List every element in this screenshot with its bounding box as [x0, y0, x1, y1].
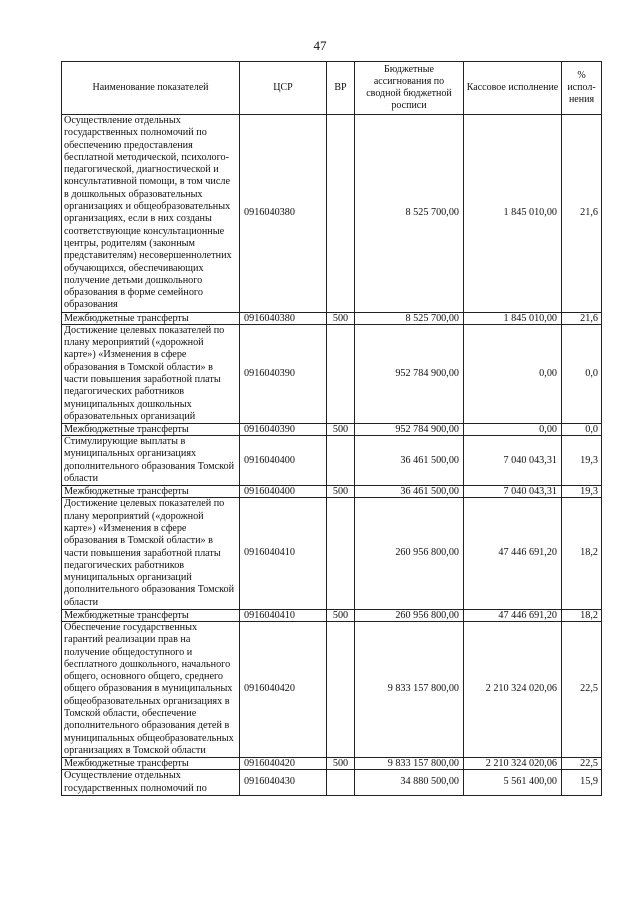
- row-vr: [327, 115, 355, 313]
- page-number: 47: [313, 38, 327, 53]
- row-cash: 0,00: [464, 424, 562, 436]
- row-vr: 500: [327, 424, 355, 436]
- header-cash: Кассовое исполнение: [464, 62, 562, 115]
- row-name: Межбюджетные трансферты: [62, 312, 240, 324]
- row-budget: 8 525 700,00: [355, 312, 464, 324]
- row-budget: 36 461 500,00: [355, 436, 464, 486]
- row-cash: 5 561 400,00: [464, 770, 562, 796]
- row-vr: [327, 324, 355, 423]
- row-name: Достижение целевых показателей по плану мероприятий («дорожной карте») «Изменения в сфере образования в Томской области» в части повышения заработной платы педагогических работников муниципальных организаций дополнительного образования Томской области: [62, 498, 240, 610]
- row-pct: 18,2: [562, 609, 602, 621]
- row-vr: 500: [327, 486, 355, 498]
- row-name: Стимулирующие выплаты в муниципальных организациях дополнительного образования Томской области: [62, 436, 240, 486]
- header-pct: % испол-нения: [562, 62, 602, 115]
- table-row: [62, 609, 602, 621]
- row-pct: 18,2: [562, 498, 602, 610]
- row-name: Межбюджетные трансферты: [62, 609, 240, 621]
- row-vr: 500: [327, 758, 355, 770]
- row-pct: 21,6: [562, 115, 602, 313]
- row-pct: 19,3: [562, 486, 602, 498]
- row-budget: 260 956 800,00: [355, 609, 464, 621]
- row-cash: 2 210 324 020,06: [464, 621, 562, 757]
- row-pct: 21,6: [562, 312, 602, 324]
- row-cash: 1 845 010,00: [464, 312, 562, 324]
- row-cash: 2 210 324 020,06: [464, 758, 562, 770]
- budget-table: [61, 61, 602, 796]
- row-vr: [327, 436, 355, 486]
- row-budget: 34 880 500,00: [355, 770, 464, 796]
- table-row: [62, 498, 602, 610]
- row-name: Осуществление отдельных государственных полномочий по обеспечению предоставления бесплатной методической, психолого-педагогической, диагностической и консультативной помощи, в том числе в дошкольных образовательных организациях и общеобразовательных организациях, если в них созданы соответствующие консультационные центры, родителям (законным представителям) несовершеннолетних обучающихся, обеспечивающих получение детьми дошкольного образования в форме семейного образования: [62, 115, 240, 313]
- table-row: [62, 436, 602, 486]
- row-csr: 0916040420: [240, 758, 327, 770]
- row-csr: 0916040380: [240, 115, 327, 313]
- row-csr: 0916040400: [240, 436, 327, 486]
- row-cash: 1 845 010,00: [464, 115, 562, 313]
- row-cash: 0,00: [464, 324, 562, 423]
- header-csr: ЦСР: [240, 62, 327, 115]
- row-cash: 47 446 691,20: [464, 609, 562, 621]
- row-budget: 9 833 157 800,00: [355, 758, 464, 770]
- row-vr: [327, 770, 355, 796]
- row-csr: 0916040410: [240, 498, 327, 610]
- table-row: [62, 486, 602, 498]
- table-row: [62, 312, 602, 324]
- row-csr: 0916040420: [240, 621, 327, 757]
- table-row: [62, 424, 602, 436]
- row-vr: 500: [327, 609, 355, 621]
- table-row: [62, 324, 602, 423]
- row-name: Межбюджетные трансферты: [62, 486, 240, 498]
- row-pct: 22,5: [562, 758, 602, 770]
- header-name: Наименование показателей: [62, 62, 240, 115]
- row-cash: 7 040 043,31: [464, 486, 562, 498]
- row-name: Обеспечение государственных гарантий реализации прав на получение общедоступного и бесплатного дошкольного, начального общего, основного общего, среднего общего образования в муниципальных общеобразовательных организациях в Томской области, обеспечение дополнительного образования детей в муниципальных общеобразовательных организациях в Томской области: [62, 621, 240, 757]
- row-pct: 15,9: [562, 770, 602, 796]
- header-budget: Бюджетные ассигнования по сводной бюджетной росписи: [355, 62, 464, 115]
- row-budget: 36 461 500,00: [355, 486, 464, 498]
- row-cash: 7 040 043,31: [464, 436, 562, 486]
- table-row: [62, 758, 602, 770]
- row-vr: 500: [327, 312, 355, 324]
- row-budget: 952 784 900,00: [355, 324, 464, 423]
- row-name: Межбюджетные трансферты: [62, 758, 240, 770]
- row-pct: 0,0: [562, 424, 602, 436]
- row-pct: 0,0: [562, 324, 602, 423]
- row-pct: 19,3: [562, 436, 602, 486]
- row-budget: 9 833 157 800,00: [355, 621, 464, 757]
- row-pct: 22,5: [562, 621, 602, 757]
- table-row: [62, 621, 602, 757]
- row-budget: 952 784 900,00: [355, 424, 464, 436]
- row-vr: [327, 498, 355, 610]
- row-cash: 47 446 691,20: [464, 498, 562, 610]
- header-vr: ВР: [327, 62, 355, 115]
- row-csr: 0916040400: [240, 486, 327, 498]
- table-row: [62, 115, 602, 313]
- row-csr: 0916040390: [240, 424, 327, 436]
- row-name: Осуществление отдельных государственных полномочий по: [62, 770, 240, 796]
- row-csr: 0916040390: [240, 324, 327, 423]
- row-budget: 8 525 700,00: [355, 115, 464, 313]
- row-csr: 0916040430: [240, 770, 327, 796]
- row-name: Межбюджетные трансферты: [62, 424, 240, 436]
- row-csr: 0916040380: [240, 312, 327, 324]
- table-row: [62, 770, 602, 796]
- row-name: Достижение целевых показателей по плану мероприятий («дорожной карте») «Изменения в сфере образования в Томской области» в части повышения заработной платы педагогических работников муниципальных дошкольных образовательных организаций: [62, 324, 240, 423]
- row-vr: [327, 621, 355, 757]
- row-budget: 260 956 800,00: [355, 498, 464, 610]
- row-csr: 0916040410: [240, 609, 327, 621]
